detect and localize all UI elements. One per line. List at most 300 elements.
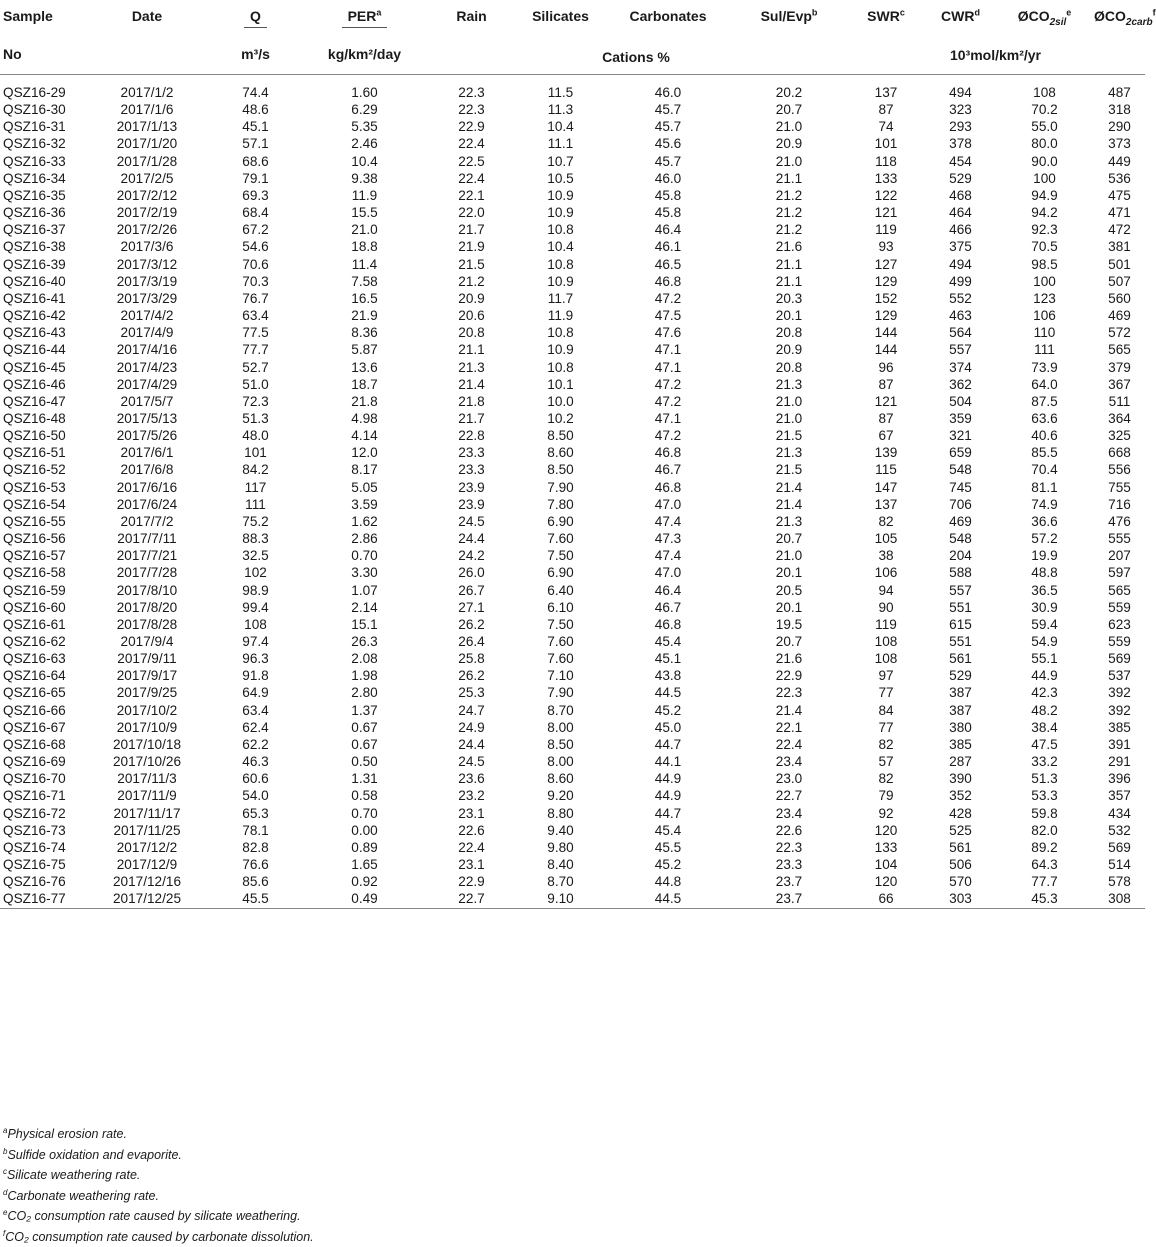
table-cell: 559 xyxy=(1094,599,1145,616)
table-cell: 94.2 xyxy=(995,204,1094,221)
table-cell: 323 xyxy=(926,101,995,118)
table-cell: 487 xyxy=(1094,84,1145,101)
table-cell: 23.6 xyxy=(426,770,517,787)
table-row xyxy=(0,822,1145,839)
table-cell: QSZ16-66 xyxy=(0,702,86,719)
table-cell: 94 xyxy=(846,582,926,599)
table-cell: 54.9 xyxy=(995,633,1094,650)
table-cell: QSZ16-73 xyxy=(0,822,86,839)
table-cell: 46.0 xyxy=(604,170,732,187)
table-row xyxy=(0,684,1145,701)
table-cell: 22.9 xyxy=(426,873,517,890)
table-cell: QSZ16-57 xyxy=(0,547,86,564)
table-cell: 82.8 xyxy=(208,839,303,856)
table-cell: 24.4 xyxy=(426,736,517,753)
table-cell: 572 xyxy=(1094,324,1145,341)
table-cell: 9.80 xyxy=(517,839,604,856)
footnote: $^f$CO₂ consumption rate caused by carbonate dissolution. xyxy=(3,1227,314,1247)
table-cell: QSZ16-67 xyxy=(0,719,86,736)
table-cell: 2.14 xyxy=(303,599,426,616)
table-cell: 133 xyxy=(846,839,926,856)
table-cell: 21.4 xyxy=(426,376,517,393)
table-cell: QSZ16-55 xyxy=(0,513,86,530)
table-cell: QSZ16-38 xyxy=(0,238,86,255)
table-cell: 2017/3/19 xyxy=(86,273,208,290)
table-cell: 108 xyxy=(995,84,1094,101)
table-cell: 20.1 xyxy=(732,599,846,616)
table-cell: 374 xyxy=(926,359,995,376)
table-cell: 303 xyxy=(926,890,995,908)
table-cell: 352 xyxy=(926,787,995,804)
table-body xyxy=(0,75,1145,909)
table-cell: 47.0 xyxy=(604,564,732,581)
table-cell: 26.2 xyxy=(426,616,517,633)
table-cell: 84 xyxy=(846,702,926,719)
col-sample: Sample xyxy=(0,0,86,39)
table-cell: 499 xyxy=(926,273,995,290)
table-cell: 559 xyxy=(1094,633,1145,650)
table-cell: 434 xyxy=(1094,805,1145,822)
table-cell: 59.8 xyxy=(995,805,1094,822)
table-row xyxy=(0,856,1145,873)
table-cell: 46.8 xyxy=(604,479,732,496)
table-cell: 120 xyxy=(846,822,926,839)
table-cell: 2017/11/17 xyxy=(86,805,208,822)
table-cell: 64.3 xyxy=(995,856,1094,873)
table-cell: 4.14 xyxy=(303,427,426,444)
table-cell: 48.8 xyxy=(995,564,1094,581)
col-q-unit: m³/s xyxy=(208,39,303,75)
table-cell: 0.67 xyxy=(303,736,426,753)
table-cell: 22.4 xyxy=(426,839,517,856)
table-cell: 82 xyxy=(846,736,926,753)
table-cell: 105 xyxy=(846,530,926,547)
table-cell: QSZ16-32 xyxy=(0,135,86,152)
table-cell: 22.4 xyxy=(732,736,846,753)
table-cell: 2.46 xyxy=(303,135,426,152)
table-cell: 8.50 xyxy=(517,427,604,444)
table-cell: 0.58 xyxy=(303,787,426,804)
table-cell: 378 xyxy=(926,135,995,152)
table-cell: 20.8 xyxy=(732,359,846,376)
table-cell: 92 xyxy=(846,805,926,822)
table-cell: 380 xyxy=(926,719,995,736)
footnote: $^e$CO₂ consumption rate caused by silicate weathering. xyxy=(3,1206,314,1227)
table-cell: 1.60 xyxy=(303,84,426,101)
table-cell: 2017/6/24 xyxy=(86,496,208,513)
table-cell: 45.7 xyxy=(604,101,732,118)
table-cell: 2017/6/1 xyxy=(86,444,208,461)
table-cell: 21.0 xyxy=(732,118,846,135)
table-cell: 6.29 xyxy=(303,101,426,118)
table-cell: 70.3 xyxy=(208,273,303,290)
table-cell: 357 xyxy=(1094,787,1145,804)
table-cell: 7.58 xyxy=(303,273,426,290)
table-cell: 45.0 xyxy=(604,719,732,736)
table-cell: 392 xyxy=(1094,684,1145,701)
table-cell: 21.5 xyxy=(732,461,846,478)
table-cell: 9.20 xyxy=(517,787,604,804)
table-cell: 22.5 xyxy=(426,153,517,170)
table-cell: 122 xyxy=(846,187,926,204)
table-cell: QSZ16-63 xyxy=(0,650,86,667)
table-cell: 20.6 xyxy=(426,307,517,324)
col-cwr: CWR$^d$ xyxy=(926,0,995,39)
table-cell: 511 xyxy=(1094,393,1145,410)
table-cell: 501 xyxy=(1094,256,1145,273)
table-cell: 2.80 xyxy=(303,684,426,701)
table-cell: 21.3 xyxy=(732,513,846,530)
table-cell: 588 xyxy=(926,564,995,581)
col-q: Q xyxy=(208,0,303,39)
table-cell: 0.00 xyxy=(303,822,426,839)
table-cell: 129 xyxy=(846,273,926,290)
table-cell: 100 xyxy=(995,273,1094,290)
table-cell: 2017/10/2 xyxy=(86,702,208,719)
table-cell: 23.3 xyxy=(426,444,517,461)
table-cell: 23.9 xyxy=(426,479,517,496)
table-cell: 75.2 xyxy=(208,513,303,530)
table-cell: 22.3 xyxy=(426,101,517,118)
table-cell: 468 xyxy=(926,187,995,204)
table-row xyxy=(0,135,1145,152)
table-cell: 21.1 xyxy=(732,273,846,290)
table-row xyxy=(0,410,1145,427)
table-cell: 2017/4/2 xyxy=(86,307,208,324)
table-cell: 42.3 xyxy=(995,684,1094,701)
table-cell: 22.3 xyxy=(732,839,846,856)
table-cell: 536 xyxy=(1094,170,1145,187)
table-cell: 21.2 xyxy=(732,187,846,204)
table-cell: 23.4 xyxy=(732,805,846,822)
table-cell: QSZ16-75 xyxy=(0,856,86,873)
col-per-unit: kg/km²/day xyxy=(303,39,426,75)
table-cell: 80.0 xyxy=(995,135,1094,152)
table-cell: 60.6 xyxy=(208,770,303,787)
table-cell: 79.1 xyxy=(208,170,303,187)
table-cell: 25.8 xyxy=(426,650,517,667)
table-cell: 11.5 xyxy=(517,84,604,101)
table-cell: 2017/8/20 xyxy=(86,599,208,616)
rate-group-header: 10³mol/km²/yr xyxy=(846,39,1145,75)
table-cell: 44.5 xyxy=(604,684,732,701)
table-cell: 57 xyxy=(846,753,926,770)
table-cell: 561 xyxy=(926,839,995,856)
table-cell: 45.8 xyxy=(604,187,732,204)
table-cell: 565 xyxy=(1094,582,1145,599)
table-cell: 504 xyxy=(926,393,995,410)
table-row xyxy=(0,118,1145,135)
table-cell: 25.3 xyxy=(426,684,517,701)
table-cell: 62.2 xyxy=(208,736,303,753)
table-cell: 2017/5/26 xyxy=(86,427,208,444)
table-cell: 47.5 xyxy=(604,307,732,324)
table-cell: 9.38 xyxy=(303,170,426,187)
table-row xyxy=(0,805,1145,822)
table-row xyxy=(0,204,1145,221)
table-cell: 22.0 xyxy=(426,204,517,221)
table-cell: 8.80 xyxy=(517,805,604,822)
table-cell: 62.4 xyxy=(208,719,303,736)
table-cell: 556 xyxy=(1094,461,1145,478)
table-cell: 23.2 xyxy=(426,787,517,804)
table-cell: 11.9 xyxy=(303,187,426,204)
col-co2sil: $ØCO_{2sil}^e$ xyxy=(995,0,1094,39)
table-cell: 63.6 xyxy=(995,410,1094,427)
table-cell: 82.0 xyxy=(995,822,1094,839)
col-sample-no: No xyxy=(0,39,86,75)
table-cell: 551 xyxy=(926,633,995,650)
table-cell: QSZ16-34 xyxy=(0,170,86,187)
table-cell: 7.90 xyxy=(517,684,604,701)
table-cell: 51.0 xyxy=(208,376,303,393)
table-cell: 2017/8/10 xyxy=(86,582,208,599)
table-cell: 46.4 xyxy=(604,221,732,238)
table-cell: 23.1 xyxy=(426,856,517,873)
table-cell: 47.3 xyxy=(604,530,732,547)
table-cell: 0.67 xyxy=(303,719,426,736)
table-cell: 79 xyxy=(846,787,926,804)
table-cell: 6.90 xyxy=(517,513,604,530)
table-cell: 55.0 xyxy=(995,118,1094,135)
table-cell: 11.1 xyxy=(517,135,604,152)
table-cell: 40.6 xyxy=(995,427,1094,444)
table-cell: 475 xyxy=(1094,187,1145,204)
table-cell: 5.05 xyxy=(303,479,426,496)
table-cell: 12.0 xyxy=(303,444,426,461)
table-cell: 64.9 xyxy=(208,684,303,701)
table-cell: 2017/10/9 xyxy=(86,719,208,736)
table-cell: 46.4 xyxy=(604,582,732,599)
table-cell: QSZ16-47 xyxy=(0,393,86,410)
table-cell: 45.5 xyxy=(208,890,303,908)
table-cell: 76.7 xyxy=(208,290,303,307)
table-row xyxy=(0,873,1145,890)
table-cell: 22.3 xyxy=(426,84,517,101)
table-cell: 46.8 xyxy=(604,273,732,290)
table-cell: 3.59 xyxy=(303,496,426,513)
table-cell: 47.0 xyxy=(604,496,732,513)
table-cell: 2017/10/18 xyxy=(86,736,208,753)
table-cell: 706 xyxy=(926,496,995,513)
table-cell: 22.4 xyxy=(426,135,517,152)
table-cell: QSZ16-65 xyxy=(0,684,86,701)
table-cell: 108 xyxy=(846,650,926,667)
table-cell: 63.4 xyxy=(208,307,303,324)
table-cell: 2017/11/3 xyxy=(86,770,208,787)
table-cell: 21.9 xyxy=(426,238,517,255)
table-row xyxy=(0,101,1145,118)
table-cell: 46.1 xyxy=(604,238,732,255)
table-cell: 7.80 xyxy=(517,496,604,513)
table-cell: 668 xyxy=(1094,444,1145,461)
table-row xyxy=(0,702,1145,719)
table-cell: 578 xyxy=(1094,873,1145,890)
table-row xyxy=(0,290,1145,307)
table-cell: 11.9 xyxy=(517,307,604,324)
table-cell: 391 xyxy=(1094,736,1145,753)
table-cell: 2017/5/7 xyxy=(86,393,208,410)
table-cell: 367 xyxy=(1094,376,1145,393)
table-cell: 24.7 xyxy=(426,702,517,719)
table-cell: 47.2 xyxy=(604,393,732,410)
table-cell: 8.17 xyxy=(303,461,426,478)
table-row xyxy=(0,479,1145,496)
table-cell: 552 xyxy=(926,290,995,307)
table-cell: QSZ16-74 xyxy=(0,839,86,856)
table-cell: 10.5 xyxy=(517,170,604,187)
table-cell: 87 xyxy=(846,376,926,393)
table-cell: 21.5 xyxy=(732,427,846,444)
table-cell: 144 xyxy=(846,341,926,358)
table-cell: 2017/3/12 xyxy=(86,256,208,273)
table-cell: 70.5 xyxy=(995,238,1094,255)
table-cell: 20.9 xyxy=(426,290,517,307)
table-cell: 48.0 xyxy=(208,427,303,444)
footnote: $^c$Silicate weathering rate. xyxy=(3,1165,314,1186)
table-cell: QSZ16-62 xyxy=(0,633,86,650)
table-cell: 101 xyxy=(846,135,926,152)
table-cell: 119 xyxy=(846,616,926,633)
table-cell: 48.6 xyxy=(208,101,303,118)
table-cell: 32.5 xyxy=(208,547,303,564)
table-cell: 8.60 xyxy=(517,770,604,787)
table-cell: 45.2 xyxy=(604,856,732,873)
table-cell: 2017/9/17 xyxy=(86,667,208,684)
table-cell: 387 xyxy=(926,684,995,701)
table-cell: 78.1 xyxy=(208,822,303,839)
table-cell: 1.07 xyxy=(303,582,426,599)
table-row xyxy=(0,582,1145,599)
table-cell: 94.9 xyxy=(995,187,1094,204)
table-cell: 101 xyxy=(208,444,303,461)
table-cell: 21.8 xyxy=(303,393,426,410)
table-cell: 46.7 xyxy=(604,461,732,478)
table-cell: 6.10 xyxy=(517,599,604,616)
table-cell: 20.1 xyxy=(732,307,846,324)
table-header xyxy=(0,0,1145,75)
table-cell: 121 xyxy=(846,393,926,410)
table-cell: 21.3 xyxy=(426,359,517,376)
col-silicates: Silicates xyxy=(517,0,604,39)
table-cell: 1.37 xyxy=(303,702,426,719)
table-cell: QSZ16-77 xyxy=(0,890,86,908)
table-cell: 2017/9/4 xyxy=(86,633,208,650)
table-row xyxy=(0,890,1145,908)
table-cell: QSZ16-68 xyxy=(0,736,86,753)
table-cell: 117 xyxy=(208,479,303,496)
table-row xyxy=(0,650,1145,667)
table-cell: 44.5 xyxy=(604,890,732,908)
table-cell: 137 xyxy=(846,84,926,101)
table-cell: 529 xyxy=(926,170,995,187)
table-cell: 91.8 xyxy=(208,667,303,684)
table-cell: 2017/6/16 xyxy=(86,479,208,496)
table-cell: 0.70 xyxy=(303,547,426,564)
table-cell: 8.36 xyxy=(303,324,426,341)
table-cell: 26.0 xyxy=(426,564,517,581)
table-row xyxy=(0,427,1145,444)
table-cell: 10.7 xyxy=(517,153,604,170)
table-cell: 2017/4/23 xyxy=(86,359,208,376)
table-cell: 745 xyxy=(926,479,995,496)
table-cell: 118 xyxy=(846,153,926,170)
table-cell: 133 xyxy=(846,170,926,187)
table-cell: 569 xyxy=(1094,839,1145,856)
table-cell: 111 xyxy=(995,341,1094,358)
table-cell: 2017/1/13 xyxy=(86,118,208,135)
table-cell: 472 xyxy=(1094,221,1145,238)
table-cell: 555 xyxy=(1094,530,1145,547)
table-cell: 23.3 xyxy=(732,856,846,873)
table-cell: 47.4 xyxy=(604,513,732,530)
table-cell: 385 xyxy=(1094,719,1145,736)
table-cell: 45.5 xyxy=(604,839,732,856)
table-cell: 2017/1/6 xyxy=(86,101,208,118)
table-cell: QSZ16-33 xyxy=(0,153,86,170)
table-row xyxy=(0,719,1145,736)
table-cell: 2017/3/29 xyxy=(86,290,208,307)
table-cell: 379 xyxy=(1094,359,1145,376)
table-cell: 76.6 xyxy=(208,856,303,873)
table-cell: 364 xyxy=(1094,410,1145,427)
table-cell: 385 xyxy=(926,736,995,753)
table-cell: 46.8 xyxy=(604,444,732,461)
table-cell: 72.3 xyxy=(208,393,303,410)
table-cell: 2017/2/12 xyxy=(86,187,208,204)
table-cell: 10.2 xyxy=(517,410,604,427)
table-cell: 21.3 xyxy=(732,444,846,461)
table-cell: 507 xyxy=(1094,273,1145,290)
table-cell: 9.10 xyxy=(517,890,604,908)
table-cell: 23.1 xyxy=(426,805,517,822)
table-cell: 53.3 xyxy=(995,787,1094,804)
table-cell: 129 xyxy=(846,307,926,324)
col-swr: SWR$^c$ xyxy=(846,0,926,39)
table-cell: 525 xyxy=(926,822,995,839)
table-cell: 373 xyxy=(1094,135,1145,152)
table-cell: 466 xyxy=(926,221,995,238)
table-cell: 44.8 xyxy=(604,873,732,890)
table-cell: 21.4 xyxy=(732,496,846,513)
table-cell: 87 xyxy=(846,410,926,427)
table-cell: 2017/2/26 xyxy=(86,221,208,238)
table-cell: 21.1 xyxy=(732,256,846,273)
table-cell: QSZ16-53 xyxy=(0,479,86,496)
table-cell: 10.9 xyxy=(517,273,604,290)
table-cell: 548 xyxy=(926,461,995,478)
table-cell: 15.1 xyxy=(303,616,426,633)
table-cell: 5.35 xyxy=(303,118,426,135)
table-cell: 569 xyxy=(1094,650,1145,667)
footnote: $^d$Carbonate weathering rate. xyxy=(3,1186,314,1207)
table-cell: 2017/6/8 xyxy=(86,461,208,478)
table-cell: 11.4 xyxy=(303,256,426,273)
table-cell: 30.9 xyxy=(995,599,1094,616)
table-cell: 22.1 xyxy=(732,719,846,736)
table-cell: 476 xyxy=(1094,513,1145,530)
table-cell: 47.6 xyxy=(604,324,732,341)
table-cell: 7.50 xyxy=(517,547,604,564)
table-cell: 92.3 xyxy=(995,221,1094,238)
table-row xyxy=(0,221,1145,238)
table-cell: 10.9 xyxy=(517,341,604,358)
table-cell: 88.3 xyxy=(208,530,303,547)
table-cell: QSZ16-31 xyxy=(0,118,86,135)
table-cell: 81.1 xyxy=(995,479,1094,496)
table-cell: 2017/11/25 xyxy=(86,822,208,839)
col-date: Date xyxy=(86,0,208,39)
